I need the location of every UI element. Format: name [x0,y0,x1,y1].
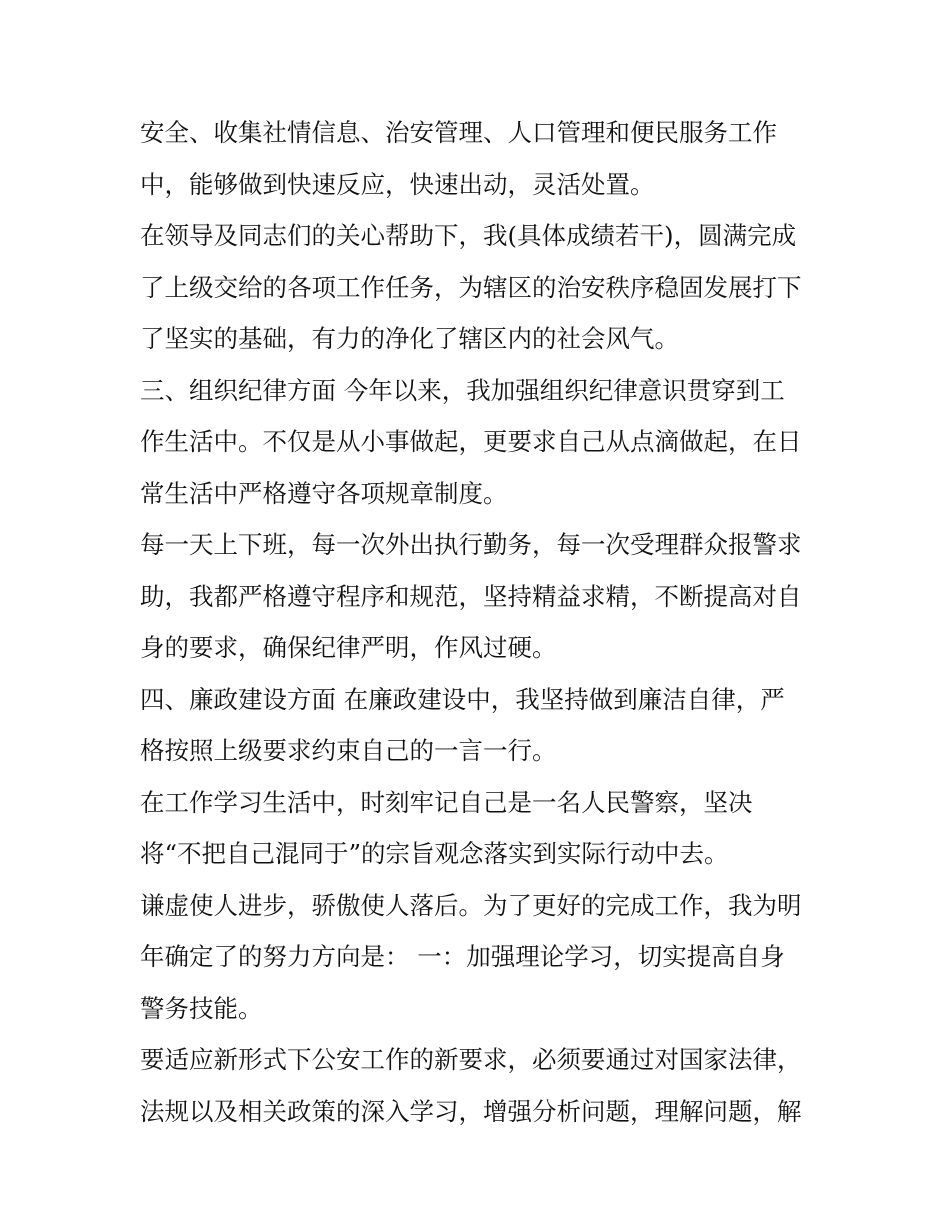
text-line: 在领导及同志们的关心帮助下，我(具体成绩若干)，圆满完成 [140,221,797,250]
text-line: 格按照上级要求约束自己的一言一行。 [140,736,557,765]
text-line: 身的要求，确保纪律严明，作风过硬。 [140,633,557,662]
text-line: 年确定了的努力方向是： 一：加强理论学习，切实提高自身 [140,942,785,971]
text-line: 每一天上下班，每一次外出执行勤务，每一次受理群众报警求 [140,530,802,559]
text-line: 了上级交给的各项工作任务，为辖区的治安秩序稳固发展打下 [140,272,802,302]
text-line: 要适应新形式下公安工作的新要求，必须要通过对国家法律， [140,1045,802,1074]
text-line: 谦虚使人进步，骄傲使人落后。为了更好的完成工作，我为明 [140,890,802,920]
text-line: 助，我都严格遵守程序和规范，坚持精益求精，不断提高对自 [140,581,802,611]
text-line: 安全、收集社情信息、治安管理、人口管理和便民服务工作 [140,118,777,147]
text-line: 法规以及相关政策的深入学习，增强分析问题，理解问题，解 [140,1096,802,1126]
text-line: 了坚实的基础，有力的净化了辖区内的社会风气。 [140,324,679,353]
text-line: 作生活中。不仅是从小事做起，更要求自己从点滴做起，在日 [140,427,802,456]
text-line: 三、组织纪律方面 今年以来，我加强组织纪律意识贯穿到工 [140,375,785,405]
text-line: 四、廉政建设方面 在廉政建设中，我坚持做到廉洁自律，严 [140,684,785,714]
text-line: 中，能够做到快速反应，快速出动，灵活处置。 [140,169,655,199]
text-line: 在工作学习生活中，时刻牢记自己是一名人民警察，坚决 [140,787,753,817]
text-line: 警务技能。 [140,993,263,1023]
text-line: 常生活中严格遵守各项规章制度。 [140,478,508,508]
text-line: 将“不把自己混同于”的宗旨观念落实到实际行动中去。 [140,839,729,868]
document-body [140,107,830,1137]
